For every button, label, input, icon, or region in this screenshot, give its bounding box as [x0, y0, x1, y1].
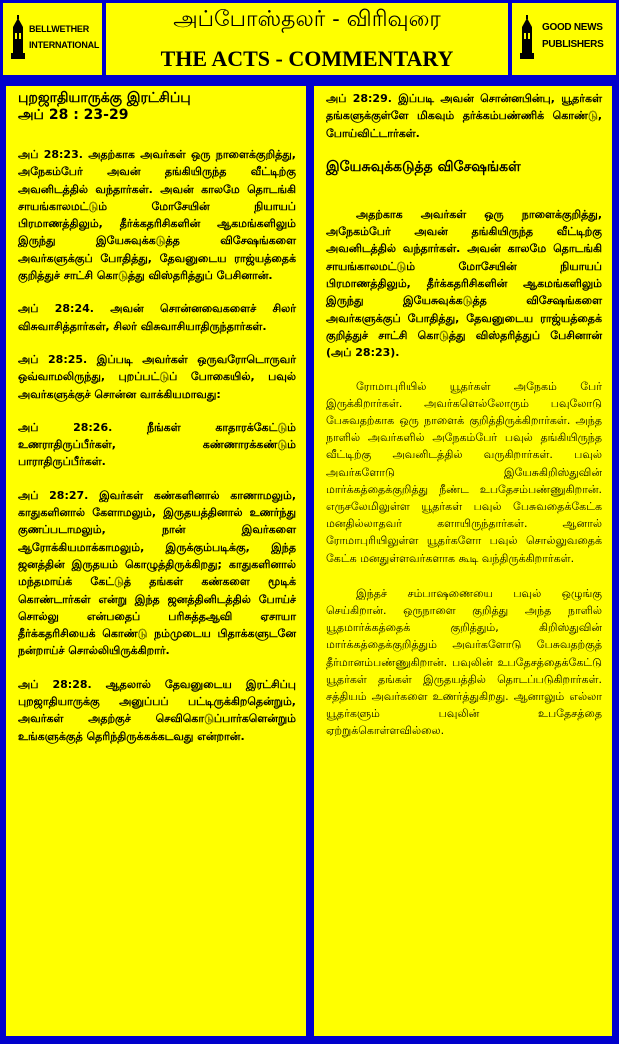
commentary-verse-quote: அதற்காக அவர்கள் ஒரு நாளைக்குறித்து, அநேகம்பேர் அவன் தங்கியிருந்த வீட்டிற்கு அவனிடத்தில் வந்தார்கள். அவன் காலமே தொடங்கி சாயங்காலமட்டும் மோசேயின் நியாயப் பிரமாணத்திலும், தீர்க்கதரிசிகளின் ஆகமங்களிலும் இருந்து இயேசுவுக்கடுத்த விசேஷங்களை அவர்களுக்குப் போதித்து, தேவனுடைய ராஜ்யத்தைக் குறித்துச் சாட்சி கொடுத்து விஸ்தரித்துப் பேசினான் (அப் 28:23). — [326, 207, 602, 360]
heading-title: புறஜாதியாருக்கு இரட்சிப்பு — [18, 90, 191, 106]
title-tamil: அப்போஸ்தலர் - விரிவுரை — [173, 7, 441, 32]
right-column — [314, 86, 612, 1036]
bellwether-logo-icon — [9, 15, 27, 61]
left-logo-line1: BELLWETHER — [29, 24, 89, 34]
verse-28-26: அப் 28:26. நீங்கள் காதாரக்கேட்டும் உணராதிருப்பீர்கள், கண்ணாரக்கண்டும் பாராதிருப்பீர்கள். — [18, 420, 296, 469]
right-logo-box — [512, 3, 616, 75]
right-logo-text — [542, 19, 603, 53]
verse-28-24: அப் 28:24. அவன் சொன்னவைகளைச் சிலர் விசுவாசித்தார்கள், சிலர் விசுவாசியாதிருந்தார்கள். — [18, 302, 296, 333]
right-logo-line2: PUBLISHERS — [542, 39, 604, 50]
good-news-logo-icon — [518, 15, 536, 61]
left-logo-text — [29, 21, 99, 53]
verse-28-23: அப் 28:23. அதற்காக அவர்கள் ஒரு நாளைக்குறித்து, அநேகம்பேர் அவன் தங்கியிருந்த வீட்டிற்கு அவனிடத்தில் வந்தார்கள். அவன் காலமே தொடங்கி சாயங்காலமட்டும் மோசேயின் நியாயப் பிரமாணத்திலும், தீர்க்கதரிசிகளின் ஆகமங்களிலும் இருந்து இயேசுவுக்கடுத்த விசேஷங்களை அவர்களுக்குப் போதித்து, தேவனுடைய ராஜ்யத்தைக் குறித்துச் சாட்சி கொடுத்து விஸ்தரித்துப் பேசினான். — [18, 148, 296, 283]
commentary-paragraph: ரோமாபுரியில் யூதர்கள் அநேகம் பேர் இருக்கிறார்கள். அவர்களெல்லோரும் பவுலோடு பேசுவதற்காக ஒரு நாளைக் குறித்திருக்கிறார்கள். அந்த நாளில் அவர்களில் அநேகம்பேர் பவுல் தங்கியிருந்த வீட்டிற்கு அவனிடத்தில் வருகிறார்கள். பவுல் அவர்களோடு இயேசுகிறிஸ்துவின் மார்க்கத்தைக்குறித்து நீண்ட உபதேசம்பண்ணுகிறான். எருசலேமிலுள்ள யூதர்கள் பவுல் பேசுவதைக்கேட்க மனதில்லாதவர் களாயிருந்தார்கள். ஆனால் ரோமாபுரியிலுள்ள யூதர்களோ பவுல் சொல்லுவதைக் கேட்க மனதுள்ளவர்களாக கூடி வந்திருக்கிறார்கள். — [326, 379, 602, 565]
left-section-heading — [18, 90, 296, 124]
left-logo-line2: INTERNATIONAL — [29, 40, 100, 50]
title-box — [106, 3, 508, 75]
left-logo-box — [3, 3, 102, 75]
header-bar — [0, 0, 619, 78]
heading-reference: அப் 28 : 23-29 — [18, 107, 129, 123]
verse-28-28: அப் 28:28. ஆதலால் தேவனுடைய இரட்சிப்பு புறஜாதியாருக்கு அனுப்பப் பட்டிருக்கிறதென்றும், அவர்கள் அதற்குச் செவிகொடுப்பார்களென்றும் உங்களுக்குத் தெரிந்திருக்கக்கடவது என்றான். — [18, 677, 296, 743]
title-english: THE ACTS - COMMENTARY — [160, 46, 454, 71]
right-logo-line1: GOOD NEWS — [542, 22, 603, 33]
right-subheading: இயேசுவுக்கடுத்த விசேஷங்கள் — [326, 158, 521, 175]
verse-28-29: அப் 28:29. இப்படி அவன் சொன்னபின்பு, யூதர்கள் தங்களுக்குள்ளே மிகவும் தர்க்கம்பண்ணிக் கொண்டு, போய்விட்டார்கள். — [326, 92, 602, 140]
verse-28-25: அப் 28:25. இப்படி அவர்கள் ஒருவரோடொருவர் ஒவ்வாமலிருந்து, புறப்பட்டுப் போகையில், பவுல் அவர்களுக்குச் சொன்ன வாக்கியமாவது: — [18, 352, 296, 401]
commentary-paragraph: இந்தச் சம்பாஷணையை பவுல் ஒழுங்கு செய்கிறான். ஒருநாளை குறித்து அந்த நாளில் யூதமார்க்கத்தைக் குறித்தும், கிறிஸ்துவின் மார்க்கத்தைக்குறித்தும் அவர்களோடு பேசுவதற்குத் தீர்மானம்பண்ணுகிறான். பவுலின் உபதேசத்தைக்கேட்டு யூதர்கள் தங்கள் இருதயத்தில் தொடப்படுகிறார்கள். சத்தியம் அவர்களை உணர்த்துகிறது. ஆனாலும் எல்லா யூதர்களும் பவுலின் உபதேசத்தை ஏற்றுக்கொள்ளவில்லை. — [326, 586, 602, 738]
left-column — [6, 86, 306, 1036]
verse-28-27: அப் 28:27. இவர்கள் கண்களினால் காணாமலும், காதுகளினால் கேளாமலும், இருதயத்தினால் உணர்ந்து குணப்படாமலும், நான் இவர்களை ஆரோக்கியமாக்காமலும், இருக்கும்படிக்கு, இந்த ஜனத்தின் இருதயம் கொழுத்திருக்கிறது; காதுகளினால் மந்தமாய்க் கேட்டுத் தங்கள் கண்களை மூடிக் கொண்டார்கள் என்று இந்த ஜனத்தினிடத்தில் போய்ச் சொல்லு என்பதைப் பரிசுத்தஆவி ஏசாயா தீர்க்கதரிசியைக் கொண்டு நம்முடைய பிதாக்களுடனே நன்றாய்ச் சொல்லியிருக்கிறார். — [18, 488, 296, 658]
